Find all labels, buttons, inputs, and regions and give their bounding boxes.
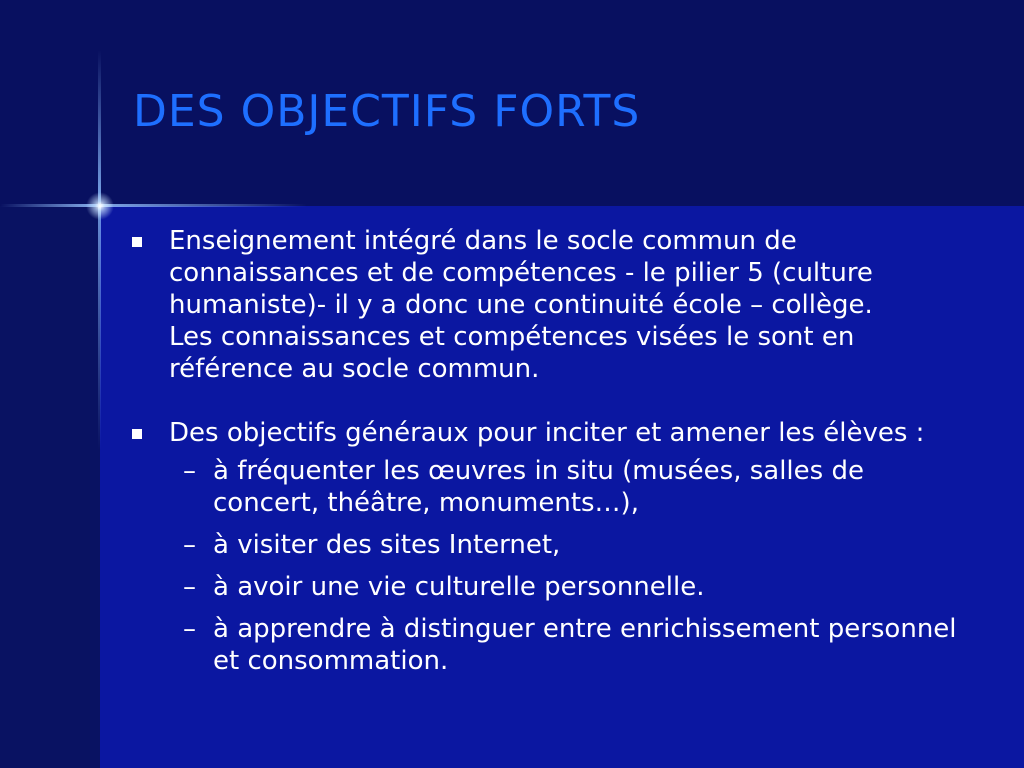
horizontal-light-line <box>0 204 1024 207</box>
bullet-text: Enseignement intégré dans le socle commun de connaissances et de compétences - le pilier 5 (culture humaniste)- il y a donc une continuité école – collège. <box>169 226 873 320</box>
bullet-item <box>130 225 970 385</box>
side-band <box>0 206 100 768</box>
sub-bullet-item <box>169 529 970 561</box>
sub-bullet-list <box>169 455 970 677</box>
sub-bullet-text: à avoir une vie culturelle personnelle. <box>213 572 705 602</box>
sub-bullet-item <box>169 613 970 677</box>
vertical-light-line <box>98 50 101 450</box>
sub-bullet-item <box>169 455 970 519</box>
sub-bullet-text: à fréquenter les œuvres in situ (musées, salles de concert, théâtre, monuments…), <box>213 456 864 518</box>
bullet-text: Des objectifs généraux pour inciter et amener les élèves : <box>169 418 925 448</box>
sub-bullet-item <box>169 571 970 603</box>
square-bullet-icon <box>132 237 142 247</box>
dash-icon: – <box>183 456 196 486</box>
bullet-list <box>130 225 970 687</box>
sub-bullet-text: à visiter des sites Internet, <box>213 530 561 560</box>
sub-bullet-text: à apprendre à distinguer entre enrichissement personnel et consommation. <box>213 614 957 676</box>
dash-icon: – <box>183 572 196 602</box>
square-bullet-icon <box>132 429 142 439</box>
bullet-text: Les connaissances et compétences visées le sont en référence au socle commun. <box>169 322 855 384</box>
bullet-item <box>130 417 970 677</box>
slide-title: DES OBJECTIFS FORTS <box>133 86 641 137</box>
light-flare-icon <box>86 192 114 220</box>
dash-icon: – <box>183 614 196 644</box>
dash-icon: – <box>183 530 196 560</box>
